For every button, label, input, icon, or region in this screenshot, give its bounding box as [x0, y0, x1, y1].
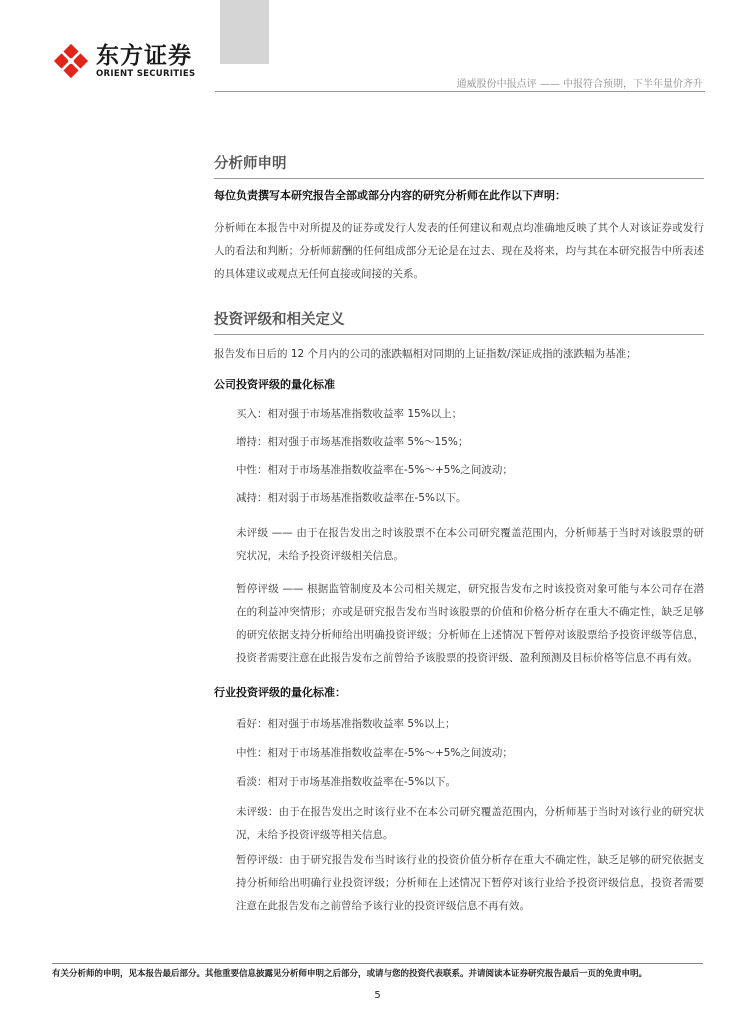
header-divider: [215, 91, 705, 92]
header-gray-tab: [220, 0, 269, 64]
industry-rating-item: 看淡：相对于市场基准指数收益率在-5%以下。: [236, 776, 456, 788]
footer-divider: [52, 963, 703, 964]
company-rating-title: 公司投资评级的量化标准: [214, 378, 335, 391]
rating-definition-title: 投资评级和相关定义: [214, 308, 704, 335]
industry-rating-item: 看好：相对强于市场基准指数收益率 5%以上；: [236, 718, 456, 730]
report-subtitle: 通威股份中报点评 —— 中报符合预期，下半年量价齐升: [456, 79, 703, 90]
company-rating-item: 增持：相对强于市场基准指数收益率 5%～15%；: [236, 436, 469, 448]
company-rating-item: 买入：相对强于市场基准指数收益率 15%以上；: [236, 408, 463, 420]
company-suspended-definition: 暂停评级 —— 根据监管制度及本公司相关规定，研究报告发布之时该投资对象可能与本公司存在潜在的利益冲突情形；亦或是研究报告发布当时该股票的价值和价格分析存在重大不确定性，缺乏足够的研究依据支持分析师给出明确投资评级；分析师在上述情况下暂停对该股票给予投资评级等信息，投资者需要注意在此报告发布之前曾给予该股票的投资评级、盈利预测及目标价格等信息不再有效。: [236, 583, 704, 664]
company-logo: [52, 42, 195, 80]
logo-english-name: ORIENT SECURITIES: [96, 69, 196, 79]
industry-rating-list: [214, 710, 704, 918]
rating-intro: 报告发布日后的 12 个月内的公司的涨跌幅相对同期的上证指数/深证成指的涨跌幅为基准；: [214, 348, 637, 360]
orient-securities-logo-icon: [52, 42, 90, 80]
industry-unrated-definition: 未评级：由于在报告发出之时该行业不在本公司研究覆盖范围内，分析师基于当时对该行业的研究状况，未给予投资评级等相关信息。: [236, 806, 704, 841]
industry-rating-item: 中性：相对于市场基准指数收益率在-5%～+5%之间波动；: [236, 747, 513, 759]
company-rating-item: 减持：相对弱于市场基准指数收益率在-5%以下。: [236, 492, 467, 504]
company-rating-item: 中性：相对于市场基准指数收益率在-5%～+5%之间波动；: [236, 464, 513, 476]
logo-chinese-name: 东方证券: [96, 43, 192, 69]
analyst-declaration-body: 分析师在本报告中对所提及的证券或发行人发表的任何建议和观点均准确地反映了其个人对该证券或发行人的看法和判断；分析师薪酬的任何组成部分无论是在过去、现在及将来，均与其在本研究报告中所表述的具体建议或观点无任何直接或间接的关系。: [214, 222, 704, 280]
main-content: [214, 152, 704, 918]
footer-disclaimer: 有关分析师的申明，见本报告最后部分。其他重要信息披露见分析师申明之后部分，或请与您的投资代表联系。并请阅读本证券研究报告最后一页的免责申明。: [52, 969, 648, 979]
company-unrated-definition: 未评级 —— 由于在报告发出之时该股票不在本公司研究覆盖范围内，分析师基于当时对该股票的研究状况，未给予投资评级相关信息。: [236, 527, 704, 562]
analyst-declaration-title: 分析师申明: [214, 152, 704, 179]
industry-suspended-definition: 暂停评级：由于研究报告发布当时该行业的投资价值分析存在重大不确定性，缺乏足够的研究依据支持分析师给出明确行业投资评级；分析师在上述情况下暂停对该行业给予投资评级信息，投资者需要注意在此报告发布之前曾给予该行业的投资评级信息不再有效。: [236, 854, 704, 912]
page-number: 5: [374, 990, 381, 1001]
analyst-declaration-lead: 每位负责撰写本研究报告全部或部分内容的研究分析师在此作以下声明：: [214, 189, 566, 202]
company-rating-list: [214, 400, 704, 670]
industry-rating-title: 行业投资评级的量化标准：: [214, 686, 346, 699]
